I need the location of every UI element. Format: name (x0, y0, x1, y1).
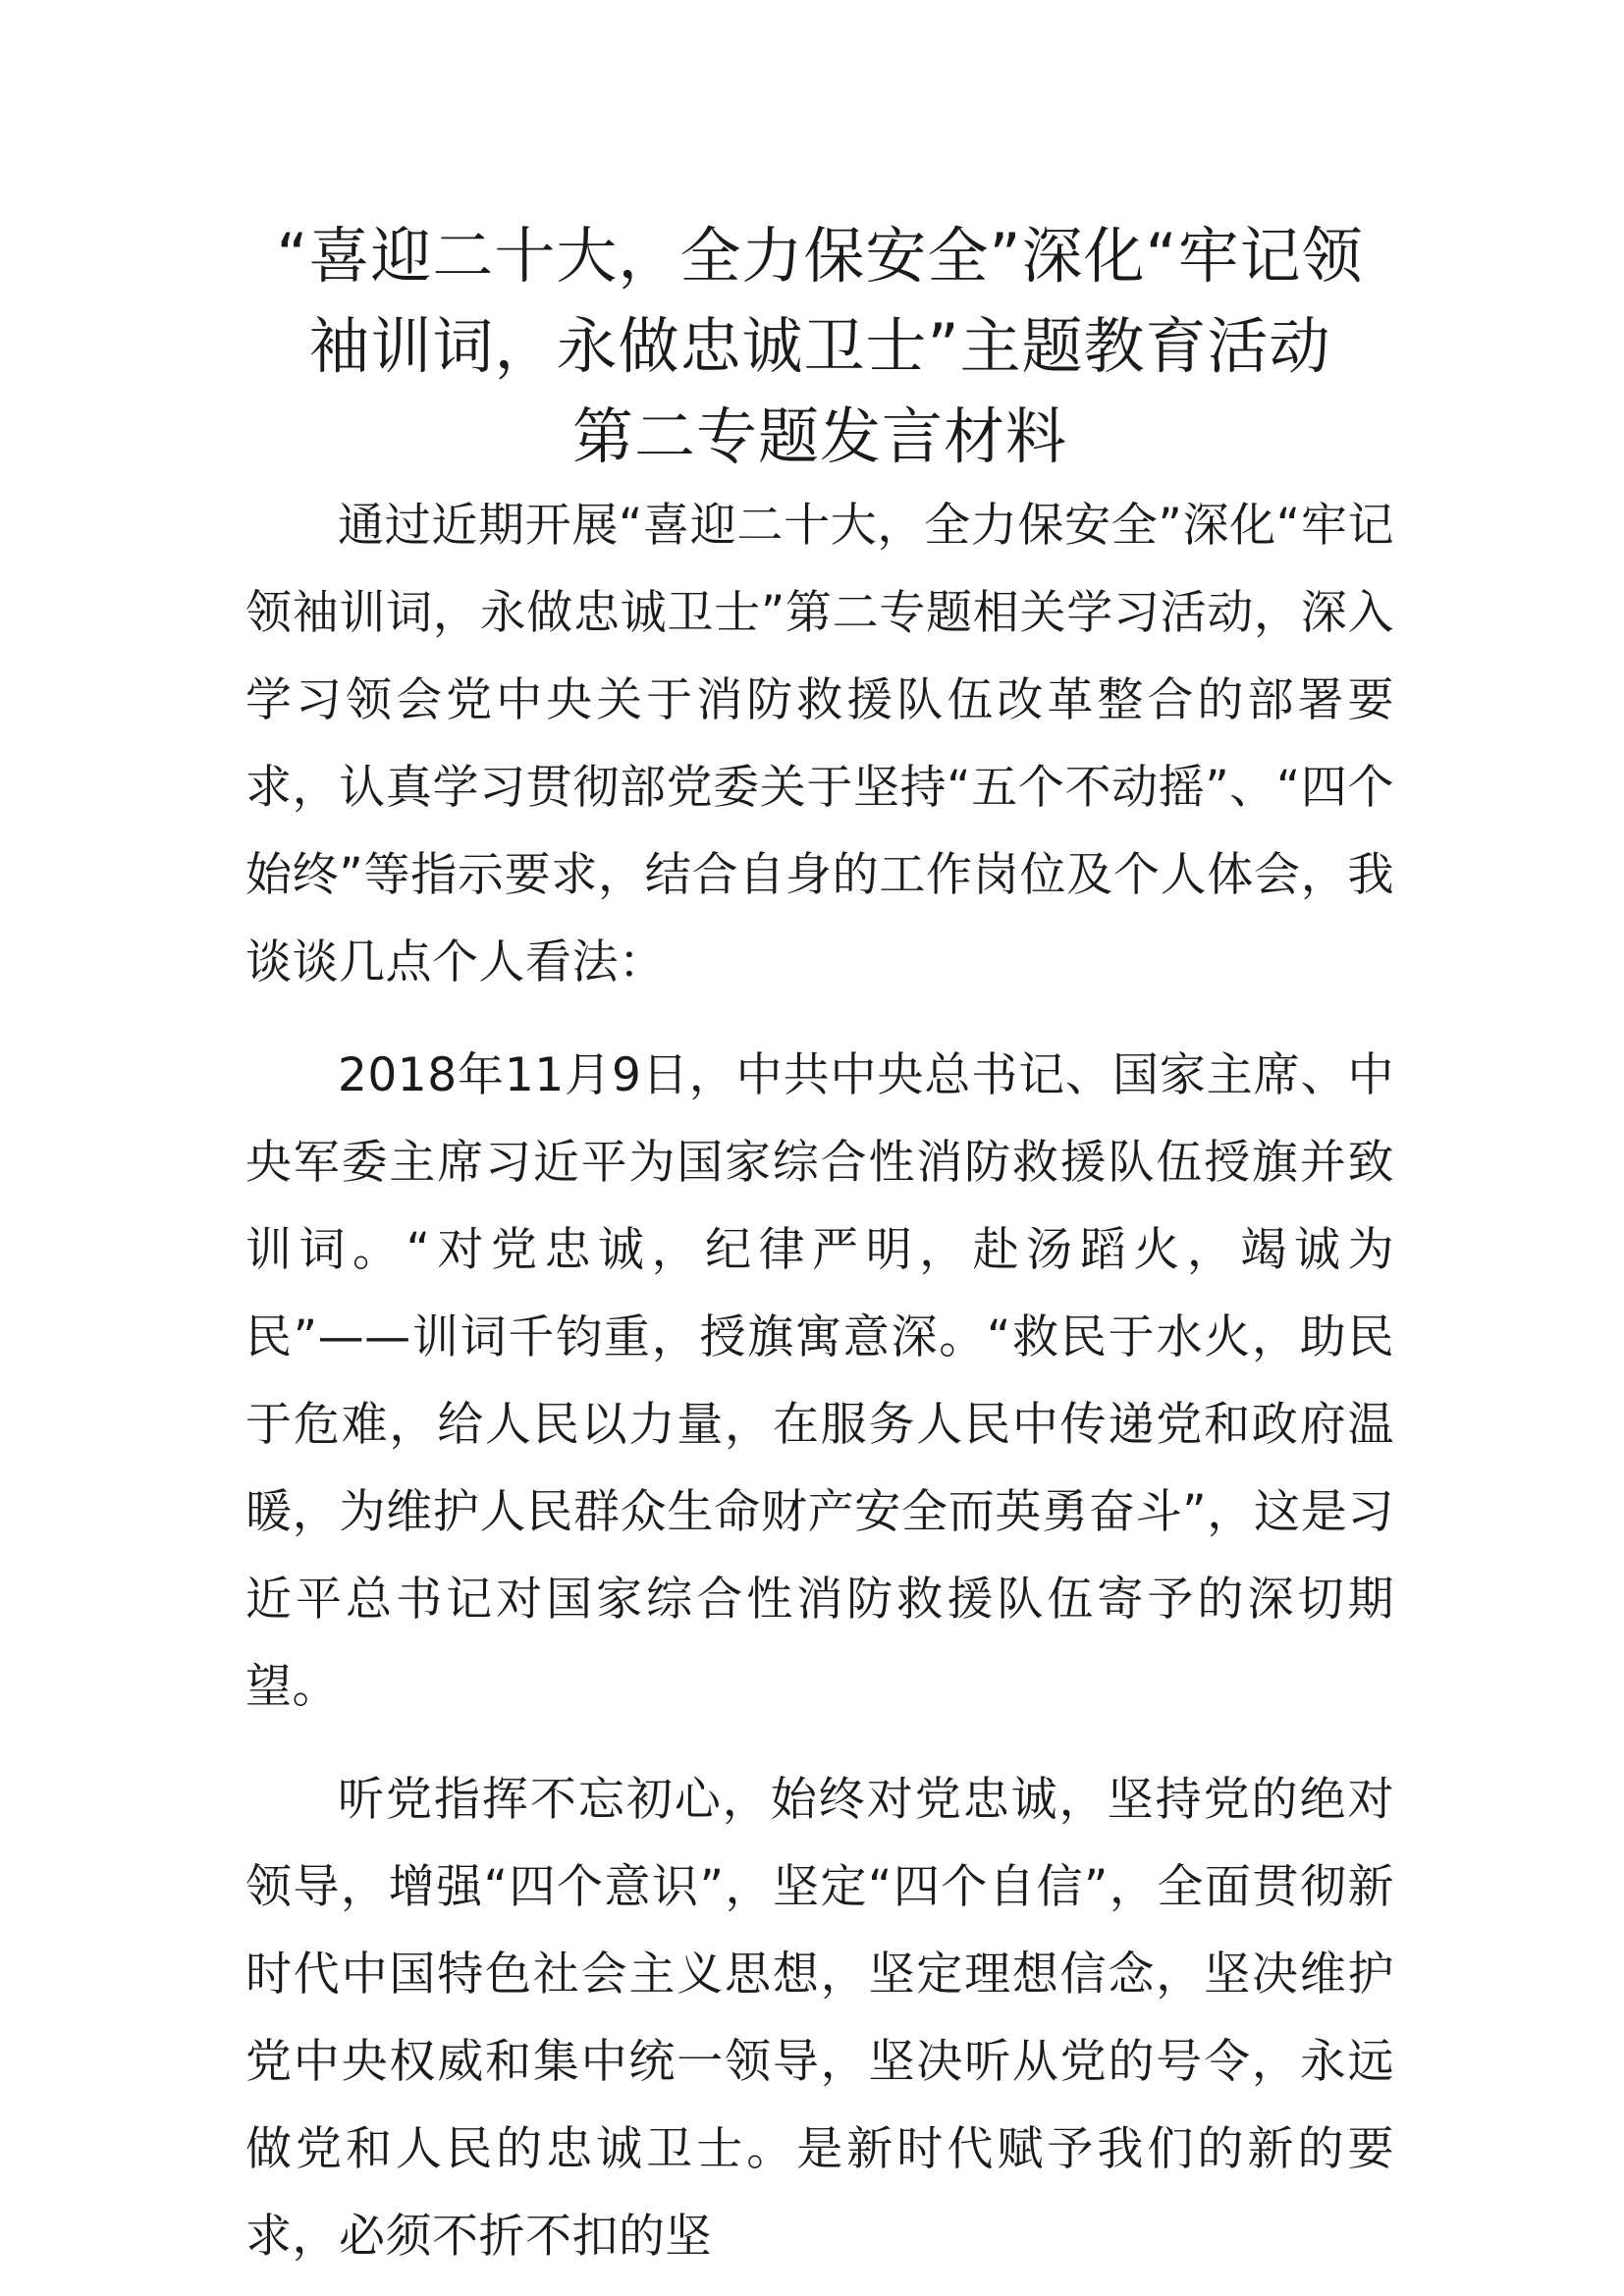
paragraph-party-command: 听党指挥不忘初心，始终对党忠诚，坚持党的绝对领导，增强“四个意识”，坚定“四个自信”，全面贯彻新时代中国特色社会主义思想，坚定理想信念，坚决维护党中央权威和集中统一领导，坚决听从党的号令，永远做党和人民的忠诚卫士。是新时代赋予我们的新的要求，必须不折不扣的坚 (245, 1773, 1394, 2264)
paragraph-intro: 通过近期开展“喜迎二十大，全力保安全”深化“牢记领袖训词，永做忠诚卫士”第二专题相关学习活动，深入学习领会党中央关于消防救援队伍改革整合的部署要求，认真学习贯彻部党委关于坚持“五个不动摇”、“四个始终”等指示要求，结合自身的工作岗位及个人体会，我谈谈几点个人看法： (245, 499, 1394, 989)
document-title (245, 211, 1394, 482)
document-page (245, 211, 1394, 2280)
title-line-1: “喜迎二十大，全力保安全”深化“牢记领 (276, 220, 1364, 292)
paragraph-training-words: 2018年11月9日，中共中央总书记、国家主席、中央军委主席习近平为国家综合性消防救援队伍授旗并致训词。“对党忠诚，纪律严明，赴汤蹈火，竭诚为民”——训词千钧重，授旗寓意深。“救民于水火，助民于危难，给人民以力量，在服务人民中传递党和政府温暖，为维护人民群众生命财产安全而英勇奋斗”，这是习近平总书记对国家综合性消防救援队伍寄予的深切期望。 (245, 1048, 1394, 1714)
title-line-3: 第二专题发言材料 (571, 400, 1067, 472)
title-line-2: 袖训词，永做忠诚卫士”主题教育活动 (308, 310, 1331, 382)
